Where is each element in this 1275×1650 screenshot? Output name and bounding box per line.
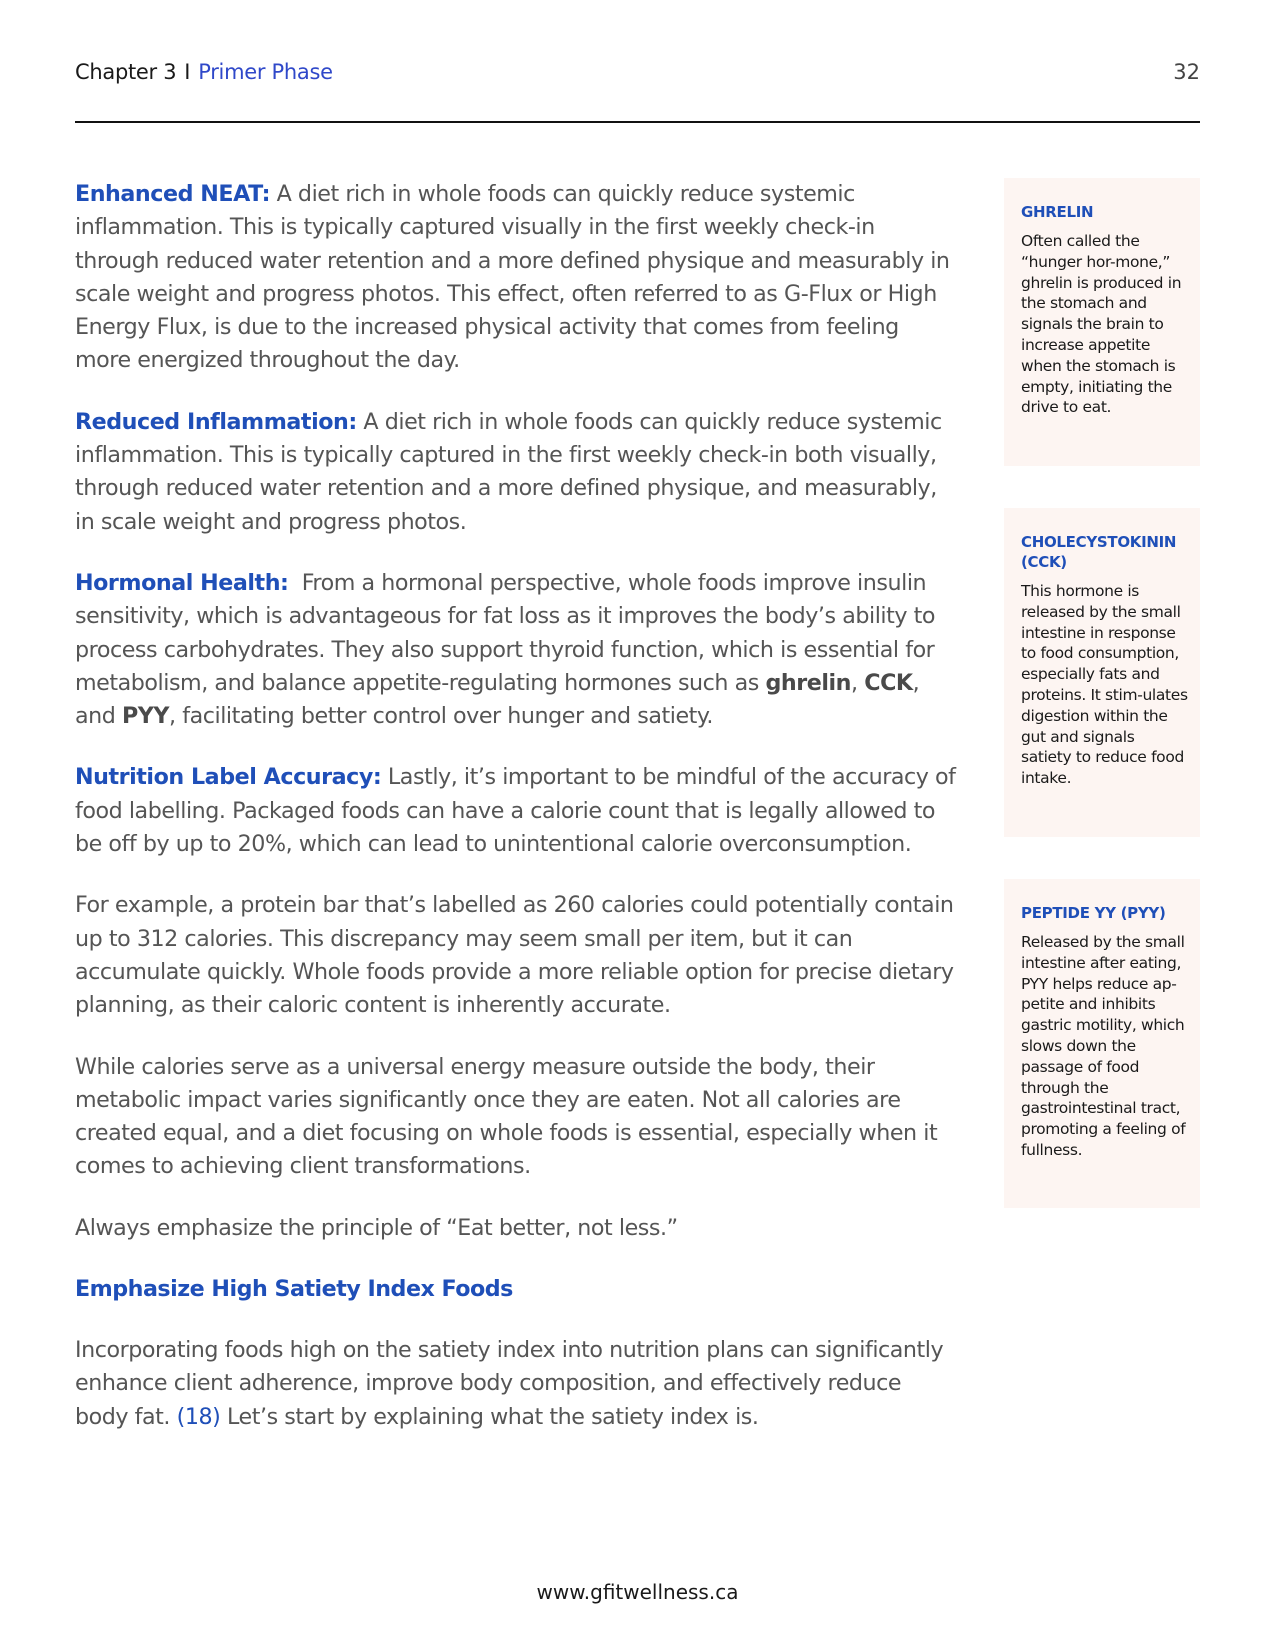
page-header — [75, 60, 1200, 100]
paragraph-lead: Nutrition Label Accuracy: — [75, 764, 382, 791]
main-content — [75, 178, 960, 1462]
page-number: 32 — [1173, 60, 1200, 84]
sidebar-title: CHOLECYSTOKININ (CCK) — [1021, 533, 1177, 571]
paragraph-calories-impact: While calories serve as a universal energy measure outside the body, their metabolic impact varies significantly once they are eaten. Not all calories are created equal, and a diet focusing on whole foods is essential, especially when it comes to achieving client transformations. — [75, 1053, 938, 1180]
sidebar-body: This hormone is released by the small intestine in response to food consumption, especially fats and proteins. It stim-ulates digestion within the gut and signals satiety to reduce food intake. — [1021, 582, 1188, 788]
paragraph-lead: Hormonal Health: — [75, 569, 289, 596]
sidebar-body: Often called the “hunger hor-mone,” ghrelin is produced in the stomach and signals the brain to increase appetite when the stomach is empty, initiating the drive to eat. — [1021, 232, 1182, 417]
paragraph-text: Let’s start by explaining what the satiety index is. — [220, 1403, 759, 1430]
paragraph-reduced-inflammation — [75, 406, 960, 539]
chapter-number: Chapter 3 — [75, 60, 177, 84]
paragraph-text: A diet rich in whole foods can quickly reduce systemic inflammation. This is typically captured visually in the first weekly check-in through reduced water retention and a more defined physique and measurably in scale weight and progress photos. This effect, often referred to as G-Flux or High Energy Flux, is due to the increased physical activity that comes from feeling more energized throughout the day. — [75, 181, 950, 374]
paragraph-text: From a hormonal perspective, whole foods improve insulin sensitivity, which is advantageous for fat loss as it improves the body’s ability to process carbohydrates. They also support thyroid function, which is essential for metabolism, and balance appetite-regulating hormones such as — [75, 569, 942, 696]
header-divider — [75, 121, 1200, 123]
header-separator: I — [184, 60, 191, 84]
sidebar-title: GHRELIN — [1021, 203, 1094, 221]
section-heading: Emphasize High Satiety Index Foods — [75, 1276, 513, 1303]
chapter-label — [75, 60, 333, 84]
bold-term-cck: CCK — [864, 669, 913, 696]
bold-term-pyy: PYY — [122, 703, 170, 730]
section-name: Primer Phase — [198, 60, 333, 84]
sidebar-body: Released by the small intestine after eating, PYY helps reduce ap-petite and inhibits gastric motility, which slows down the passage of food through the gastrointestinal tract, promoting a feeling of fullness. — [1021, 933, 1186, 1159]
paragraph-text: Incorporating foods high on the satiety index into nutrition plans can significantly enhance client adherence, improve body composition, and effectively reduce body fat. — [75, 1337, 944, 1430]
sidebar-box-ghrelin — [1004, 178, 1200, 466]
paragraph-text: , and — [75, 669, 920, 730]
sidebar-box-pyy — [1004, 879, 1200, 1208]
paragraph-enhanced-neat — [75, 178, 960, 378]
paragraph-text: , facilitating better control over hunger and satiety. — [169, 703, 714, 730]
paragraph-principle: Always emphasize the principle of “Eat better, not less.” — [75, 1214, 678, 1241]
paragraph-text: Lastly, it’s important to be mindful of the accuracy of food labelling. Packaged foods can have a calorie count that is legally allowed to be off by up to 20%, which can lead to unintentional calorie overconsumption. — [75, 764, 956, 858]
sidebar-title: PEPTIDE YY (PYY) — [1021, 904, 1166, 922]
paragraph-nutrition-label-accuracy — [75, 761, 960, 861]
paragraph-lead: Enhanced NEAT: — [75, 181, 270, 207]
paragraph-hormonal-health — [75, 567, 960, 733]
paragraph-satiety-intro — [75, 1334, 960, 1434]
paragraph-lead: Reduced Inflammation: — [75, 408, 357, 435]
paragraph-text: A diet rich in whole foods can quickly reduce systemic inflammation. This is typically captured in the first weekly check-in both visually, through reduced water retention and a more defined physique, and measurably, in scale weight and progress photos. — [75, 408, 942, 535]
sidebar-box-cck — [1004, 508, 1200, 837]
footer-url[interactable]: www.gfitwellness.ca — [536, 1580, 739, 1604]
bold-term-ghrelin: ghrelin — [765, 669, 852, 696]
citation-link[interactable]: (18) — [176, 1403, 221, 1430]
paragraph-protein-bar-example: For example, a protein bar that’s labelled as 260 calories could potentially contain up to 312 calories. This discrepancy may seem small per item, but it can accumulate quickly. Whole foods provide a more reliable option for precise dietary planning, as their caloric content is inherently accurate. — [75, 892, 954, 1019]
paragraph-text: , — [851, 669, 865, 696]
